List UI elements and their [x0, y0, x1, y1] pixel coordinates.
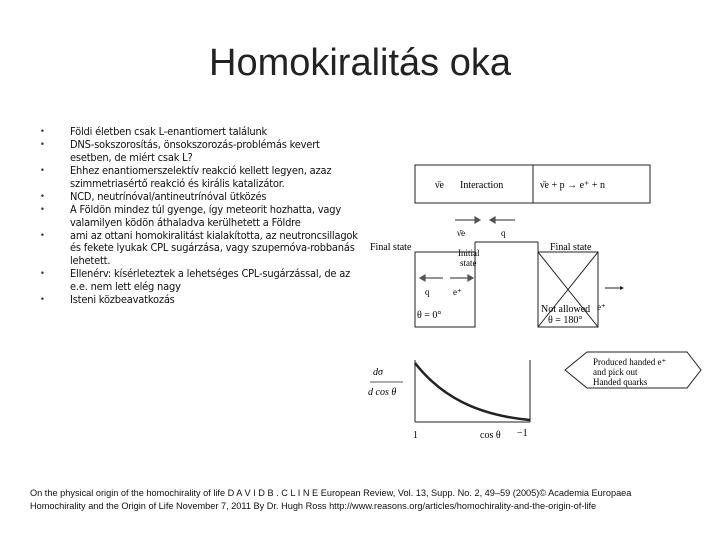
q-left-label: q	[425, 287, 430, 297]
bullet-text: Ehhez enantiomerszelektív reakció kellett legyen, azaz szimmetriasértő reakció és királis katalizátor.	[70, 163, 332, 190]
e-left-label: e⁺	[453, 287, 462, 297]
citation-line: On the physical origin of the homochirality of life D A V I D B . C L I N E European Review, Vol. 13, Supp. No. 2, 49–59 (2005)© Academia Europaea	[30, 488, 632, 498]
bullet-dot: •	[40, 165, 45, 176]
bullet-text: DNS-sokszorosítás, önsokszorozás-problémás kevert esetben, de miért csak L?	[70, 138, 320, 164]
bullet-item	[40, 204, 360, 229]
bullet-item	[40, 191, 360, 204]
bullet-dot: •	[40, 230, 45, 241]
arrow-head-icon	[420, 275, 425, 281]
interaction-nu-label: ν̄e	[435, 180, 444, 191]
arrow-head-icon	[620, 286, 624, 290]
bullet-item	[40, 165, 360, 190]
bullet-dot: •	[40, 269, 45, 280]
physics-diagram	[365, 160, 705, 445]
e-right-label: e⁺	[597, 302, 606, 312]
bullet-dot: •	[40, 127, 45, 137]
produced-line: Produced handed e⁺	[593, 357, 667, 367]
bullet-text: Földi életben csak L-enantiomert találunk	[70, 125, 268, 138]
x-axis-label: cos θ	[480, 430, 501, 441]
bullet-item	[40, 294, 360, 307]
arrow-head-icon	[475, 217, 480, 223]
reaction-label: ν̄e + p → e⁺ + n	[540, 180, 605, 191]
produced-line: Handed quarks	[593, 377, 648, 387]
bullet-dot: •	[40, 204, 45, 215]
bullet-text: NCD, neutrínóval/antineutrínóval ütközés	[70, 189, 267, 203]
initial-state-label	[458, 248, 482, 268]
q-mid-label: q	[501, 228, 506, 238]
x-axis-minus-one: −1	[517, 428, 528, 439]
citation-line: Homochirality and the Origin of Life November 7, 2011 By Dr. Hugh Ross http://www.reasons.org/articles/homochirality-and-the-origin-of-life	[30, 500, 597, 511]
nu-mid-label: ν̄e	[457, 228, 466, 238]
y-axis-den: d cos θ	[368, 387, 397, 398]
final-state-right-label: Final state	[550, 242, 592, 253]
bullet-text: A Földön mindez túl gyenge, így meteorit hozhatta, vagy valamilyen ködön áthaladva kerülhetett a Földre	[70, 202, 341, 229]
bullet-item	[40, 139, 360, 164]
bullet-dot: •	[40, 191, 45, 202]
theta-right-label: θ = 180°	[548, 315, 583, 326]
initial-state-line: Initial	[458, 248, 480, 258]
bullet-text: Ellenérv: kísérleteztek a lehetséges CPL-sugárzással, de az e.e. nem lett elég nagy	[70, 267, 351, 293]
produced-line: and pick out	[593, 367, 638, 377]
bullet-item	[40, 268, 360, 293]
bullet-dot: •	[40, 294, 45, 305]
bullet-dot: •	[40, 140, 45, 151]
arrow-head-icon	[468, 275, 473, 281]
citation-footer	[30, 487, 710, 512]
arrow-head-icon	[490, 217, 495, 223]
x-axis-one: 1	[413, 430, 418, 441]
plot-curve	[415, 363, 530, 420]
bullet-item	[40, 126, 360, 139]
produced-box-text	[593, 357, 668, 387]
bullet-list	[40, 126, 360, 307]
slide-title: Homokiralitás oka	[209, 42, 511, 84]
y-axis-num: dσ	[373, 367, 383, 378]
initial-state-line: state	[460, 258, 477, 268]
bullet-text: ami az ottani homokiralitást kialakította, az neutroncsillagok és fekete lyukak CPL sugárzása, vagy szupernóva-robbanás lehetett.	[70, 228, 358, 267]
bullet-text: Isteni közbeavatkozás	[70, 292, 175, 306]
theta-left-label: θ = 0°	[417, 310, 442, 321]
interaction-label: Interaction	[460, 180, 504, 191]
bullet-item	[40, 230, 360, 268]
final-state-left-label: Final state	[370, 242, 412, 253]
not-allowed-label: Not allowed	[541, 304, 591, 315]
